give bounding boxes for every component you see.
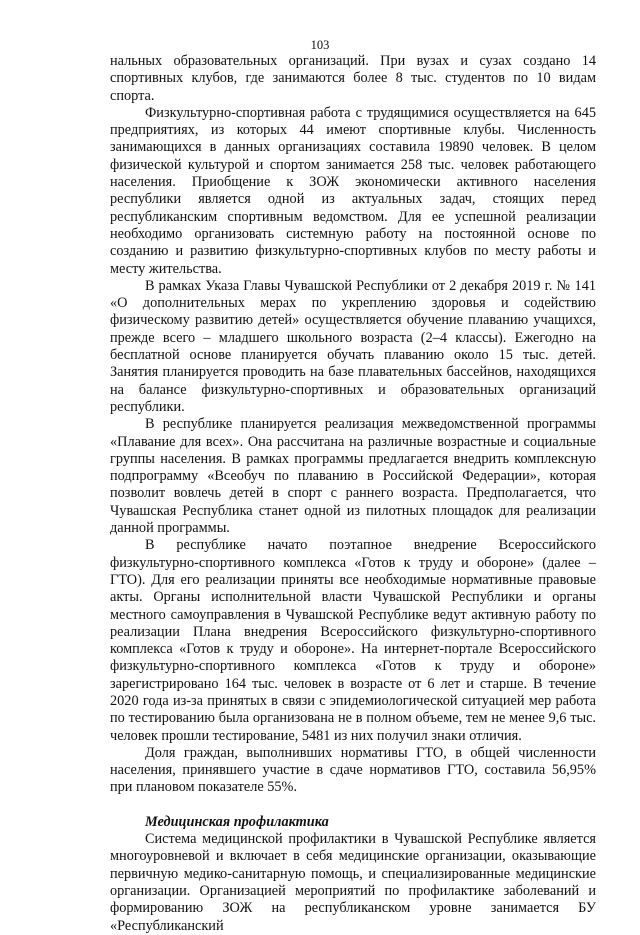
paragraph-swimming-decree: В рамках Указа Главы Чувашской Республики от 2 декабря 2019 г. № 141 «О дополнительных мерах по укреплению здоровья и содействию физическому развитию детей» осуществляется обучение плаванию учащихся, прежде всего – младшего школьного возраста (2–4 классы). Ежегодно на бесплатной основе планируется обучать плаванию около 15 тыс. детей. Занятия планируется проводить на базе плавательных бассейнов, находящихся на балансе физкультурно-спортивных и образовательных организаций республики. (110, 277, 596, 415)
section-heading: Медицинская профилактика (145, 813, 329, 830)
page-number: 103 (310, 38, 330, 52)
document-body (110, 53, 596, 935)
paragraph-workers-sport: Физкультурно-спортивная работа с трудящимися осуществляется на 645 предприятиях, из которых 44 имеют спортивные клубы. Численность занимающихся в данных организациях составила 19890 человек. В целом физической культурой и спортом занимается 258 тыс. человек работающего населения. Приобщение к ЗОЖ экономически активного населения республики является одной из актуальных задач, стоящих перед республиканским спортивным ведомством. Для ее успешной реализации необходимо организовать системную работу на постоянной основе по созданию и развитию физкультурно-спортивных клубов по месту работы и месту жительства. (110, 104, 596, 277)
paragraph-gto-share: Доля граждан, выполнивших нормативы ГТО, в общей численности населения, принявшего участие в сдаче нормативов ГТО, составила 56,95% при плановом показателе 55%. (110, 744, 596, 796)
paragraph-swimming-program: В республике планируется реализация межведомственной программы «Плавание для всех». Она рассчитана на различные возрастные и социальные группы населения. В рамках программы предлагается внедрить комплексную подпрограмму «Всеобуч по плаванию в Российской Федерации», которая позволит вовлечь детей в спорт с раннего возраста. Предполагается, что Чувашская Республика станет одной из пилотных площадок для реализации данной программы. (110, 416, 596, 537)
paragraph-gto: В республике начато поэтапное внедрение Всероссийского физкультурно-спортивного комплекса «Готов к труду и обороне» (далее – ГТО). Для его реализации приняты все необходимые нормативные правовые акты. Органы исполнительной власти Чувашской Республики и органы местного самоуправления в Чувашской Республике ведут активную работу по реализации Плана внедрения Всероссийского физкультурно-спортивного комплекса «Готов к труду и обороне». На интернет-портале Всероссийского физкультурно-спортивного комплекса «Готов к труду и обороне» зарегистрировано 164 тыс. человек в возрасте от 6 лет и старше. В течение 2020 года из-за принятых в связи с эпидемиологической ситуацией мер работа по тестированию была организована не в полном объеме, тем не менее 9,6 тыс. человек прошли тестирование, 5481 из них получил знаки отличия. (110, 537, 596, 744)
paragraph-medical-prevention: Система медицинской профилактики в Чувашской Республике является многоуровневой и включает в себя медицинские организации, оказывающие первичную медико-санитарную помощь, и специализированные медицинские организации. Организацией мероприятий по профилактике заболеваний и формированию ЗОЖ на республиканском уровне занимается БУ «Республиканский (110, 831, 596, 934)
paragraph-continuation: нальных образовательных организаций. При вузах и сузах создано 14 спортивных клубов, где занимаются более 8 тыс. студентов по 10 видам спорта. (110, 53, 596, 104)
